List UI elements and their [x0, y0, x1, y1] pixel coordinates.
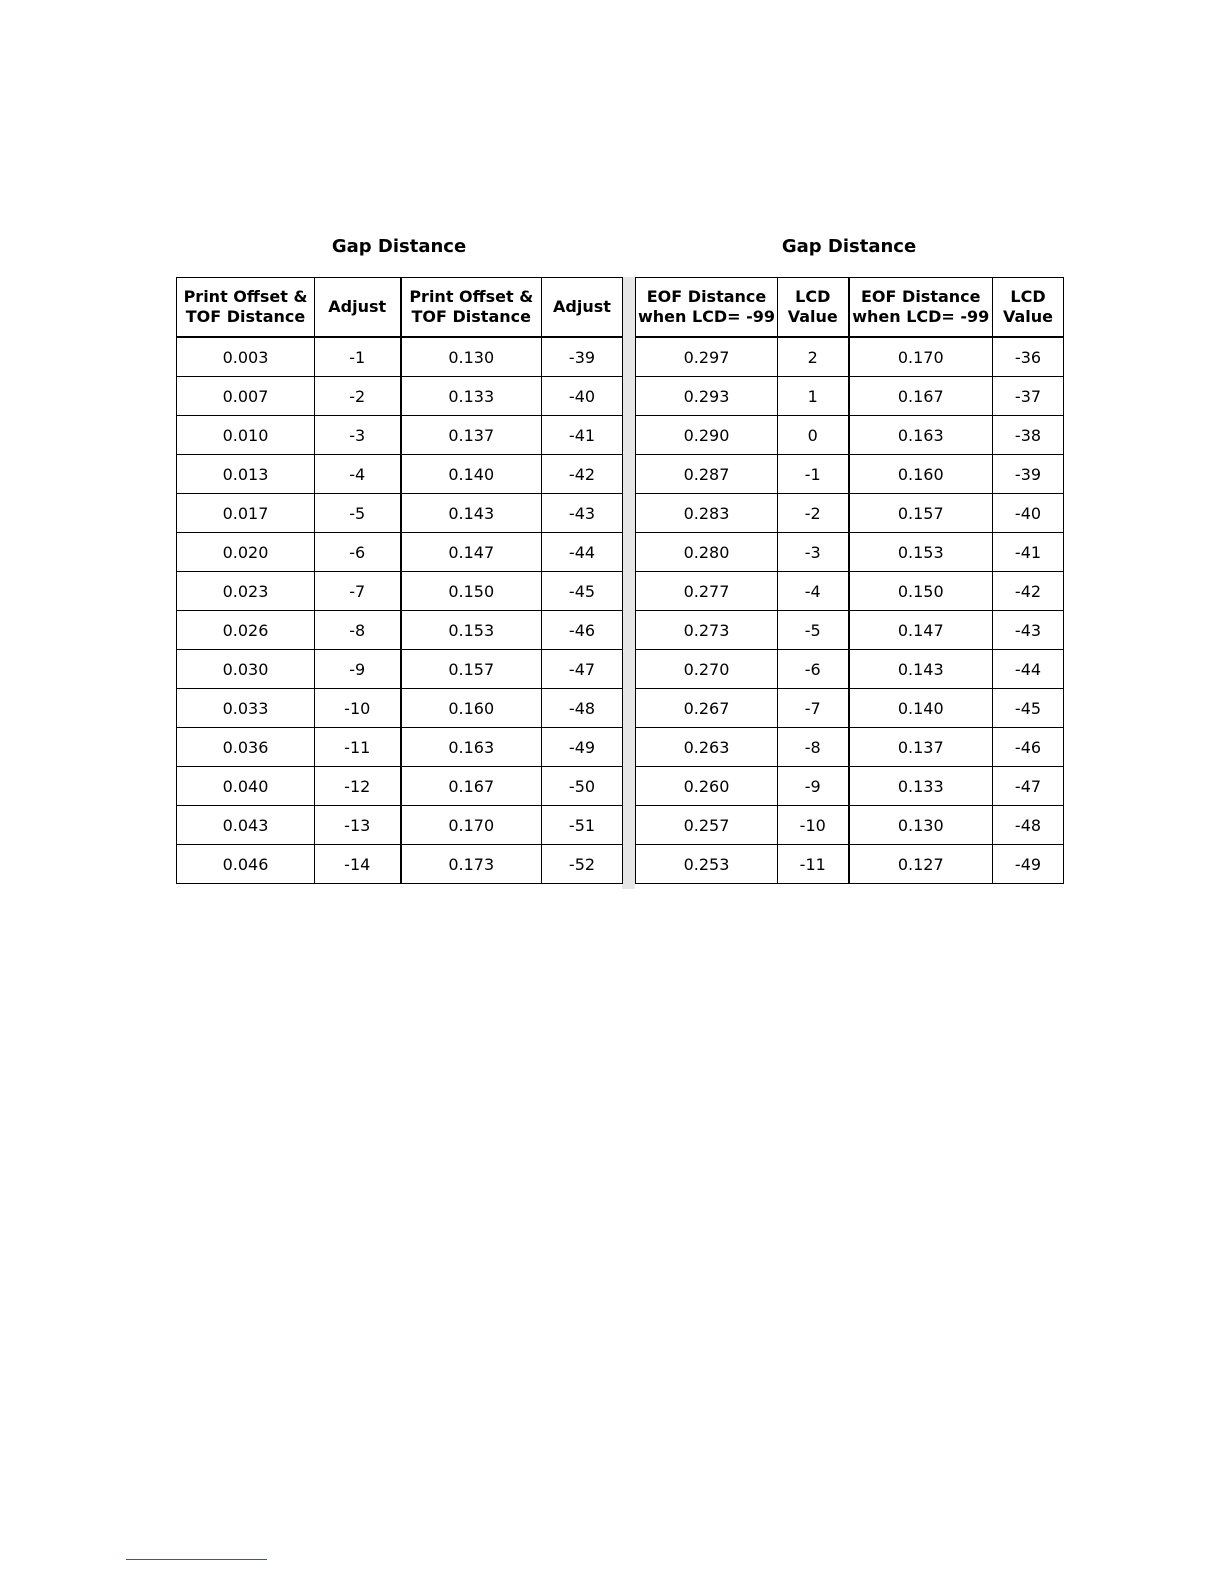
table-row	[177, 572, 623, 611]
table-row	[177, 337, 623, 377]
header-print-offset-tof-1: Print Offset & TOF Distance	[177, 278, 315, 338]
right-table-title: Gap Distance	[781, 236, 917, 257]
table-row	[636, 377, 1064, 416]
table-cell: 0.147	[849, 611, 993, 650]
table-row	[636, 806, 1064, 845]
table-cell: -43	[993, 611, 1064, 650]
table-cell: -43	[542, 494, 623, 533]
table-cell: -39	[542, 337, 623, 377]
table-cell: 0.157	[401, 650, 542, 689]
table-cell: 0.263	[636, 728, 778, 767]
table-cell: 0.046	[177, 845, 315, 884]
header-eof-distance-1: EOF Distance when LCD= -99	[636, 278, 778, 338]
table-cell: -8	[315, 611, 401, 650]
table-cell: 0.267	[636, 689, 778, 728]
table-row	[636, 533, 1064, 572]
table-cell: -49	[993, 845, 1064, 884]
table-cell: 0.273	[636, 611, 778, 650]
table-cell: 0	[778, 416, 849, 455]
header-row	[177, 278, 623, 338]
table-cell: -3	[315, 416, 401, 455]
table-cell: 0.137	[849, 728, 993, 767]
table-cell: -44	[993, 650, 1064, 689]
table-cell: -37	[993, 377, 1064, 416]
table-cell: 0.167	[401, 767, 542, 806]
table-row	[636, 689, 1064, 728]
table-row	[177, 611, 623, 650]
table-cell: 0.287	[636, 455, 778, 494]
table-cell: 0.127	[849, 845, 993, 884]
table-cell: 0.023	[177, 572, 315, 611]
table-cell: 0.137	[401, 416, 542, 455]
table-cell: 0.033	[177, 689, 315, 728]
table-cell: 0.283	[636, 494, 778, 533]
header-lcd-value-1: LCD Value	[778, 278, 849, 338]
table-cell: -2	[778, 494, 849, 533]
right-gap-distance-table	[635, 277, 1064, 884]
table-cell: 0.280	[636, 533, 778, 572]
table-cell: 0.290	[636, 416, 778, 455]
table-cell: -40	[542, 377, 623, 416]
table-cell: 0.150	[849, 572, 993, 611]
table-cell: 0.133	[401, 377, 542, 416]
table-cell: -2	[315, 377, 401, 416]
table-cell: 0.036	[177, 728, 315, 767]
header-eof-distance-2: EOF Distance when LCD= -99	[849, 278, 993, 338]
table-cell: 2	[778, 337, 849, 377]
header-adjust-1: Adjust	[315, 278, 401, 338]
table-cell: 0.147	[401, 533, 542, 572]
table-cell: 0.167	[849, 377, 993, 416]
table-cell: -42	[993, 572, 1064, 611]
table-cell: 0.153	[849, 533, 993, 572]
table-cell: 0.020	[177, 533, 315, 572]
table-row	[177, 455, 623, 494]
table-cell: 0.160	[849, 455, 993, 494]
table-row	[636, 416, 1064, 455]
table-cell: 0.140	[849, 689, 993, 728]
table-cell: -40	[993, 494, 1064, 533]
table-separator	[622, 277, 635, 889]
table-cell: 0.030	[177, 650, 315, 689]
table-cell: -41	[993, 533, 1064, 572]
table-row	[177, 728, 623, 767]
table-row	[636, 572, 1064, 611]
table-cell: 0.130	[401, 337, 542, 377]
table-cell: 0.277	[636, 572, 778, 611]
table-cell: -44	[542, 533, 623, 572]
table-row	[177, 533, 623, 572]
table-cell: -8	[778, 728, 849, 767]
table-cell: -10	[315, 689, 401, 728]
table-cell: -48	[993, 806, 1064, 845]
table-cell: -41	[542, 416, 623, 455]
table-cell: 0.013	[177, 455, 315, 494]
table-cell: -11	[315, 728, 401, 767]
table-cell: -47	[993, 767, 1064, 806]
table-cell: 0.153	[401, 611, 542, 650]
left-gap-distance-table	[176, 277, 623, 884]
table-row	[636, 455, 1064, 494]
header-row	[636, 278, 1064, 338]
table-row	[636, 494, 1064, 533]
table-cell: 0.007	[177, 377, 315, 416]
table-cell: 0.297	[636, 337, 778, 377]
table-cell: 0.170	[401, 806, 542, 845]
table-row	[177, 806, 623, 845]
table-cell: -51	[542, 806, 623, 845]
table-row	[636, 728, 1064, 767]
left-table-title: Gap Distance	[331, 236, 467, 257]
table-cell: 0.143	[401, 494, 542, 533]
table-cell: -14	[315, 845, 401, 884]
table-cell: 0.163	[401, 728, 542, 767]
table-cell: -48	[542, 689, 623, 728]
table-cell: -9	[778, 767, 849, 806]
table-row	[177, 377, 623, 416]
table-cell: 0.133	[849, 767, 993, 806]
table-cell: 0.003	[177, 337, 315, 377]
table-cell: -10	[778, 806, 849, 845]
table-cell: -5	[315, 494, 401, 533]
table-cell: -45	[993, 689, 1064, 728]
table-cell: 0.150	[401, 572, 542, 611]
table-cell: -11	[778, 845, 849, 884]
table-cell: -38	[993, 416, 1064, 455]
table-cell: -7	[315, 572, 401, 611]
right-table-block	[635, 234, 1063, 884]
table-cell: 0.173	[401, 845, 542, 884]
table-row	[177, 689, 623, 728]
header-lcd-value-2: LCD Value	[993, 278, 1064, 338]
left-table-block	[176, 234, 622, 884]
table-cell: 0.293	[636, 377, 778, 416]
table-cell: -46	[542, 611, 623, 650]
table-cell: 0.160	[401, 689, 542, 728]
table-cell: 0.260	[636, 767, 778, 806]
table-cell: -5	[778, 611, 849, 650]
table-cell: 0.026	[177, 611, 315, 650]
table-cell: 0.130	[849, 806, 993, 845]
table-cell: 0.257	[636, 806, 778, 845]
table-row	[177, 845, 623, 884]
table-cell: -6	[778, 650, 849, 689]
table-row	[636, 845, 1064, 884]
table-row	[177, 494, 623, 533]
table-row	[177, 650, 623, 689]
table-cell: -9	[315, 650, 401, 689]
table-cell: -1	[315, 337, 401, 377]
table-cell: -3	[778, 533, 849, 572]
table-cell: -7	[778, 689, 849, 728]
table-cell: -45	[542, 572, 623, 611]
table-cell: -49	[542, 728, 623, 767]
table-cell: 0.170	[849, 337, 993, 377]
header-print-offset-tof-2: Print Offset & TOF Distance	[401, 278, 542, 338]
table-row	[636, 767, 1064, 806]
table-cell: -52	[542, 845, 623, 884]
table-cell: -6	[315, 533, 401, 572]
table-cell: -36	[993, 337, 1064, 377]
header-adjust-2: Adjust	[542, 278, 623, 338]
table-cell: -4	[315, 455, 401, 494]
table-cell: 0.010	[177, 416, 315, 455]
table-cell: -50	[542, 767, 623, 806]
table-cell: 0.017	[177, 494, 315, 533]
table-cell: 0.040	[177, 767, 315, 806]
table-row	[636, 611, 1064, 650]
table-cell: -47	[542, 650, 623, 689]
table-row	[636, 650, 1064, 689]
table-cell: -39	[993, 455, 1064, 494]
table-cell: -1	[778, 455, 849, 494]
table-row	[177, 767, 623, 806]
table-cell: 0.140	[401, 455, 542, 494]
table-cell: 0.270	[636, 650, 778, 689]
table-cell: -4	[778, 572, 849, 611]
table-cell: 0.043	[177, 806, 315, 845]
table-cell: 0.253	[636, 845, 778, 884]
table-row	[636, 337, 1064, 377]
table-cell: -42	[542, 455, 623, 494]
table-cell: 1	[778, 377, 849, 416]
table-cell: -12	[315, 767, 401, 806]
table-cell: 0.143	[849, 650, 993, 689]
footnote-rule	[126, 1559, 267, 1560]
table-cell: -13	[315, 806, 401, 845]
table-cell: 0.163	[849, 416, 993, 455]
table-cell: -46	[993, 728, 1064, 767]
table-row	[177, 416, 623, 455]
table-cell: 0.157	[849, 494, 993, 533]
